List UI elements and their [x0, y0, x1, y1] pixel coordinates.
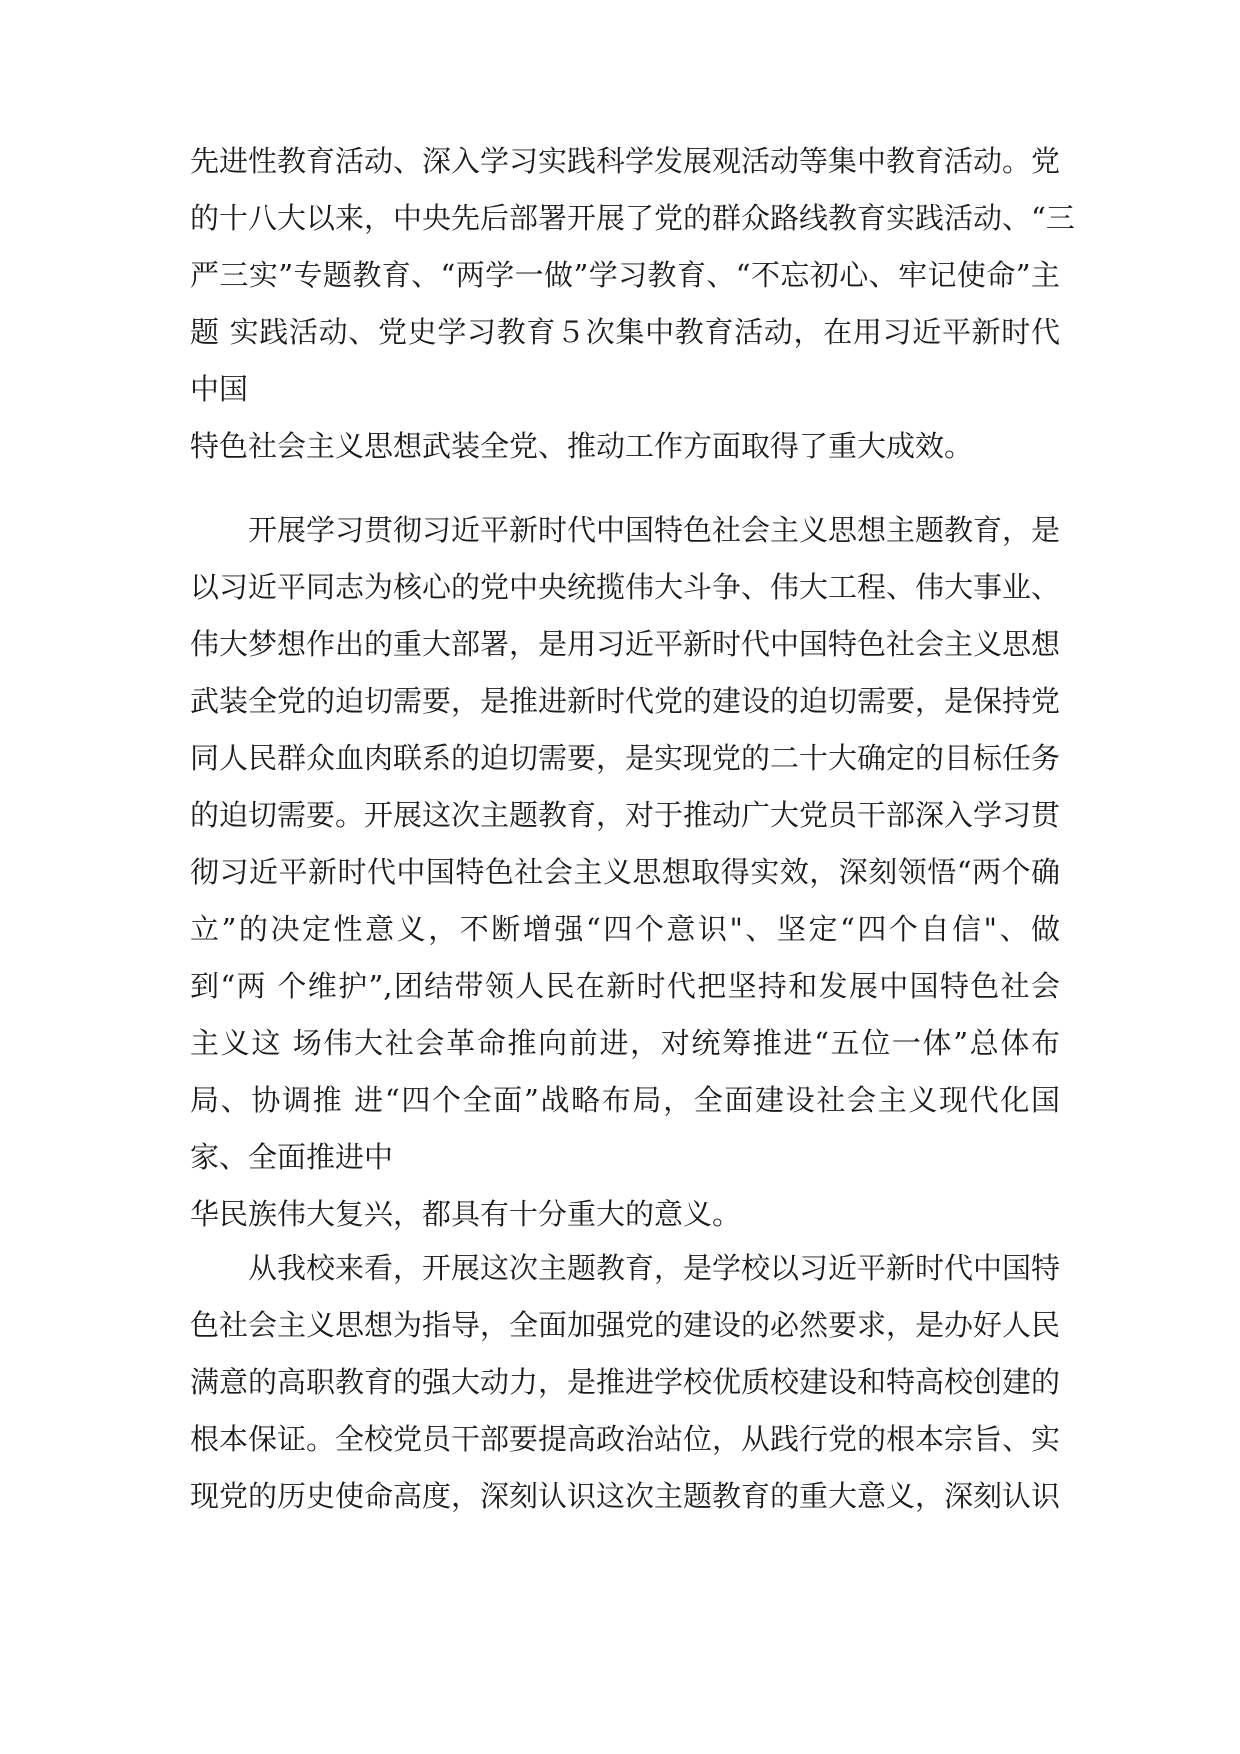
text-line: 满意的高职教育的强大动力，是推进学校优质校建设和特高校创建的: [190, 1365, 1061, 1399]
text-line: 特色社会主义思想武装全党、推动工作方面取得了重大成效。: [190, 429, 974, 463]
paragraph-2: [190, 502, 1060, 1243]
text-line: 题 实践活动、党史学习教育５次集中教育活动，在用习近平新时代: [190, 315, 1060, 349]
text-line: 根本保证。全校党员干部要提高政治站位，从践行党的根本宗旨、实: [190, 1422, 1061, 1456]
text-line: 的十八大以来，中央先后部署开展了党的群众路线教育实践活动、“三: [190, 201, 1075, 235]
text-line: 家、全面推进中: [190, 1140, 394, 1174]
paragraph-3: [190, 1240, 1060, 1525]
text-line: 立”的决定性意义，不断增强“四个意识"、坚定“四个自信"、做: [190, 912, 1060, 946]
text-line: 伟大梦想作出的重大部署，是用习近平新时代中国特色社会主义思想: [190, 627, 1061, 661]
text-line: 主义这 场伟大社会革命推向前进，对统筹推进“五位一体”总体布: [190, 1026, 1060, 1060]
text-line: 以习近平同志为核心的党中央统揽伟大斗争、伟大工程、伟大事业、: [190, 570, 1061, 604]
text-line: 局、协调推 进“四个全面”战略布局，全面建设社会主义现代化国: [190, 1083, 1060, 1117]
text-line: 到“两 个维护”,团结带领人民在新时代把坚持和发展中国特色社会: [190, 969, 1060, 1003]
text-line: 的迫切需要。开展这次主题教育，对于推动广大党员干部深入学习贯: [190, 798, 1061, 832]
text-line: 开展学习贯彻习近平新时代中国特色社会主义思想主题教育，是: [248, 513, 1061, 547]
paragraph-1: [190, 133, 1075, 475]
text-line: 华民族伟大复兴，都具有十分重大的意义。: [190, 1197, 742, 1231]
text-line: 中国: [190, 372, 249, 406]
text-line: 现党的历史使命高度，深刻认识这次主题教育的重大意义，深刻认识: [190, 1479, 1061, 1513]
text-line: 严三实”专题教育、“两学一做”学习教育、“不忘初心、牢记使命”主: [190, 258, 1060, 292]
text-line: 同人民群众血肉联系的迫切需要，是实现党的二十大确定的目标任务: [190, 741, 1061, 775]
text-line: 先进性教育活动、深入学习实践科学发展观活动等集中教育活动。党: [190, 144, 1061, 178]
text-line: 武装全党的迫切需要，是推进新时代党的建设的迫切需要，是保持党: [190, 684, 1061, 718]
text-line: 从我校来看，开展这次主题教育，是学校以习近平新时代中国特: [248, 1251, 1061, 1285]
text-line: 色社会主义思想为指导，全面加强党的建设的必然要求，是办好人民: [190, 1308, 1061, 1342]
text-line: 彻习近平新时代中国特色社会主义思想取得实效，深刻领悟“两个确: [190, 855, 1060, 889]
